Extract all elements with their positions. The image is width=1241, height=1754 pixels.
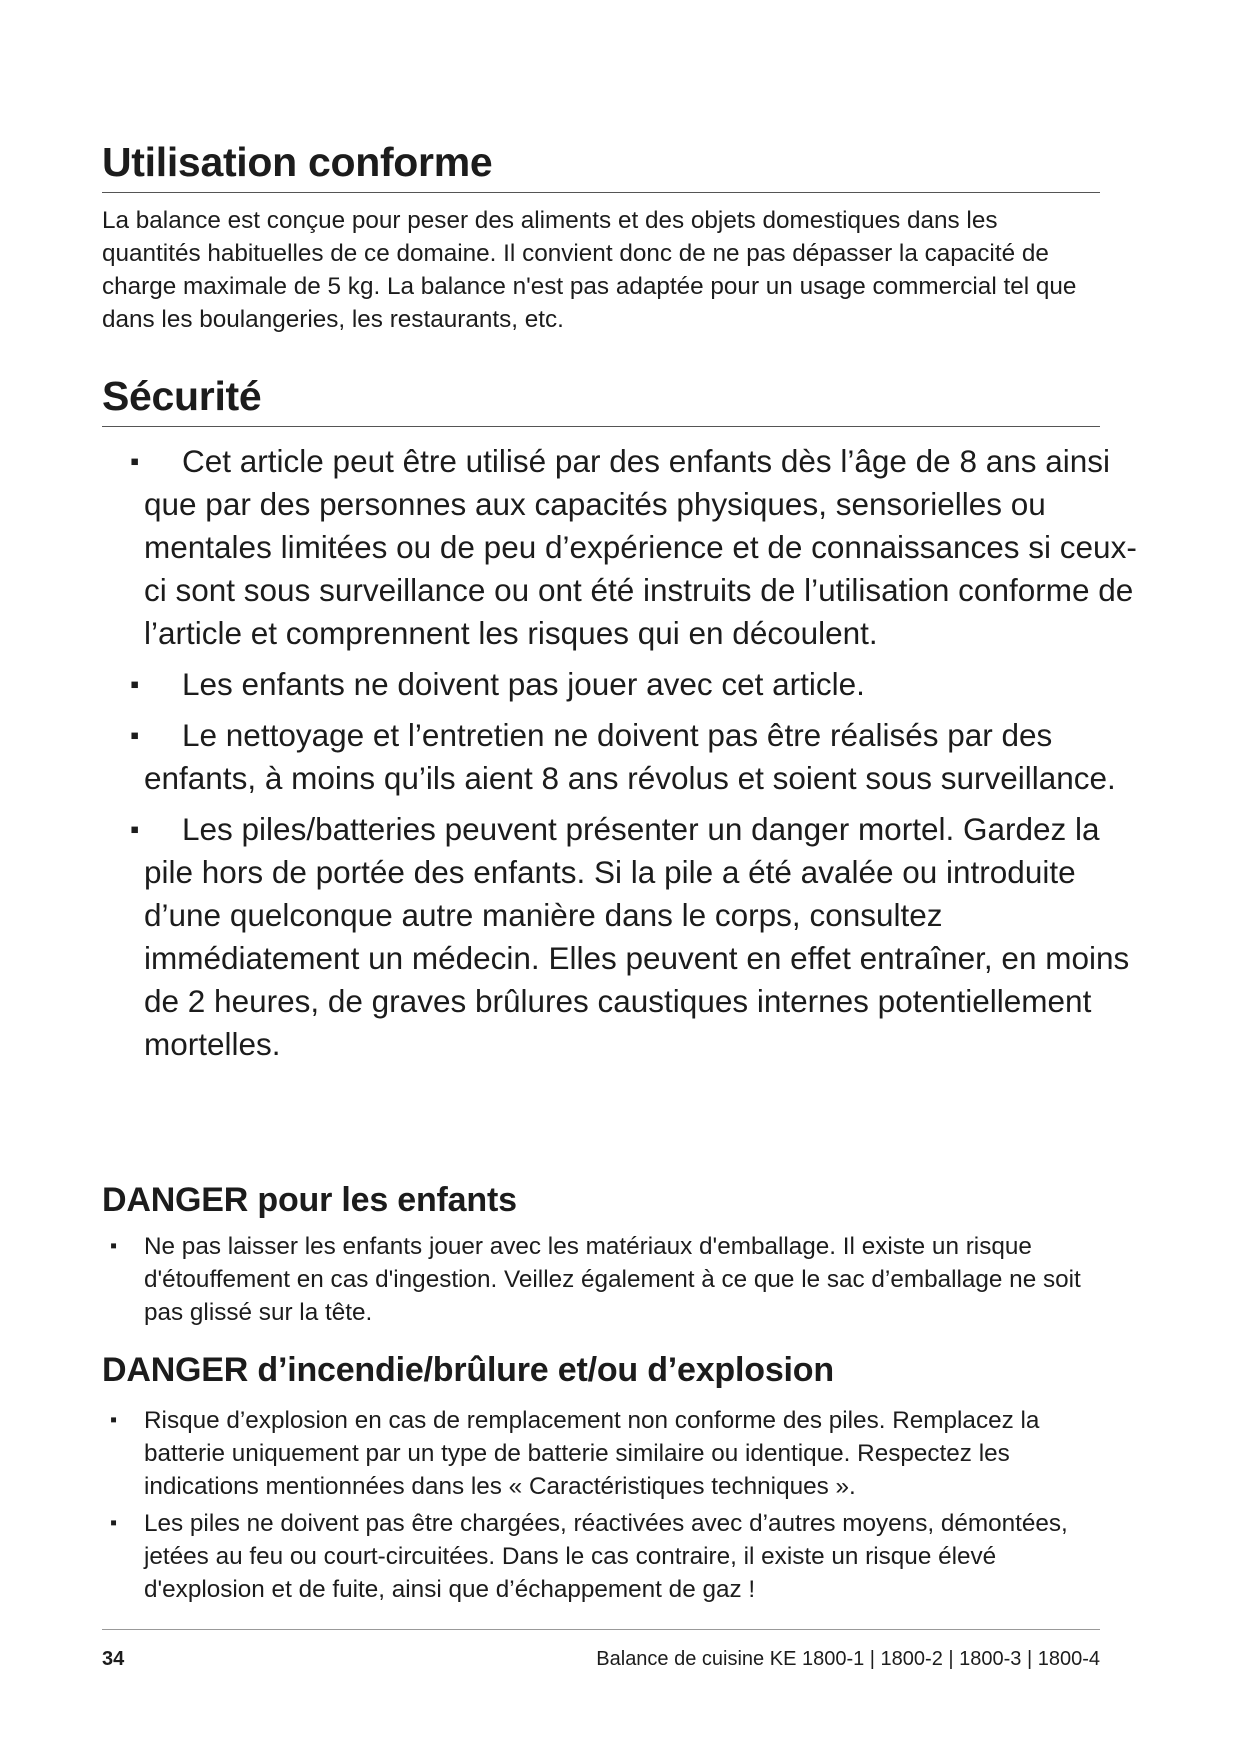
list-item-text: Risque d’explosion en cas de remplacement non conforme des piles. Remplacez la batterie uniquement par un type de batterie similaire ou identique. Respectez les indications mentionnées dans les « Caractéristiques techniques ». bbox=[144, 1407, 1040, 1500]
page-number: 34 bbox=[102, 1648, 125, 1670]
list-item bbox=[102, 1230, 1112, 1329]
list-item bbox=[102, 663, 1142, 706]
list-item-text: Les enfants ne doivent pas jouer avec cet article. bbox=[182, 666, 865, 702]
list-item-text: Les piles/batteries peuvent présenter un danger mortel. Gardez la pile hors de portée des enfants. Si la pile a été avalée ou introduite d’une quelconque autre manière dans le corps, consultez immédiatement un médecin. Elles peuvent en effet entraîner, en moins de 2 heures, de graves brûlures caustiques internes potentiellement mortelles. bbox=[144, 811, 1130, 1062]
section-title-utilisation: Utilisation conforme bbox=[102, 138, 1100, 193]
bullet-icon: ▪ bbox=[110, 1512, 118, 1534]
bullet-icon: ▪ bbox=[110, 1235, 118, 1257]
list-item-text: Les piles ne doivent pas être chargées, réactivées avec d’autres moyens, démontées, jetées au feu ou court-circuitées. Dans le cas contraire, il existe un risque élevé d'explosion et de fuite, ainsi que d’échappement de gaz ! bbox=[144, 1510, 1068, 1603]
list-item bbox=[102, 1404, 1112, 1503]
securite-list bbox=[102, 440, 1142, 1074]
bullet-icon: ▪ bbox=[130, 446, 140, 476]
utilisation-paragraph: La balance est conçue pour peser des aliments et des objets domestiques dans les quantités habituelles de ce domaine. Il convient donc de ne pas dépasser la capacité de charge maximale de 5 kg. La balance n'est pas adaptée pour un usage commercial tel que dans les boulangeries, les restaurants, etc. bbox=[102, 207, 1077, 333]
list-item-text: Cet article peut être utilisé par des enfants dès l’âge de 8 ans ainsi que par des personnes aux capacités physiques, sensorielles ou mentales limitées ou de peu d’expérience et de connaissances si ceux-ci sont sous surveillance ou ont été instruits de l’utilisation conforme de l’article et comprennent les risques qui en découlent. bbox=[144, 443, 1137, 651]
section-title-securite: Sécurité bbox=[102, 372, 1100, 427]
footer-divider bbox=[102, 1629, 1100, 1630]
danger-enfants-list bbox=[102, 1230, 1112, 1333]
list-item bbox=[102, 1507, 1112, 1606]
list-item bbox=[102, 808, 1142, 1066]
bullet-icon: ▪ bbox=[110, 1409, 118, 1431]
list-item-text: Ne pas laisser les enfants jouer avec les matériaux d'emballage. Il existe un risque d'étouffement en cas d'ingestion. Veillez également à ce que le sac d’emballage ne soit pas glissé sur la tête. bbox=[144, 1233, 1081, 1326]
list-item-text: Le nettoyage et l’entretien ne doivent pas être réalisés par des enfants, à moins qu’ils aient 8 ans révolus et soient sous surveillance. bbox=[144, 717, 1116, 796]
bullet-icon: ▪ bbox=[130, 669, 140, 699]
section-title-danger-enfants: DANGER pour les enfants bbox=[102, 1181, 517, 1219]
footer-product-title: Balance de cuisine KE 1800-1 | 1800-2 | 1800-3 | 1800-4 bbox=[596, 1648, 1100, 1670]
list-item bbox=[102, 440, 1142, 655]
bullet-icon: ▪ bbox=[130, 720, 140, 750]
section-title-danger-incendie: DANGER d’incendie/brûlure et/ou d’explosion bbox=[102, 1351, 834, 1389]
bullet-icon: ▪ bbox=[130, 814, 140, 844]
danger-incendie-list bbox=[102, 1404, 1112, 1610]
list-item bbox=[102, 714, 1142, 800]
